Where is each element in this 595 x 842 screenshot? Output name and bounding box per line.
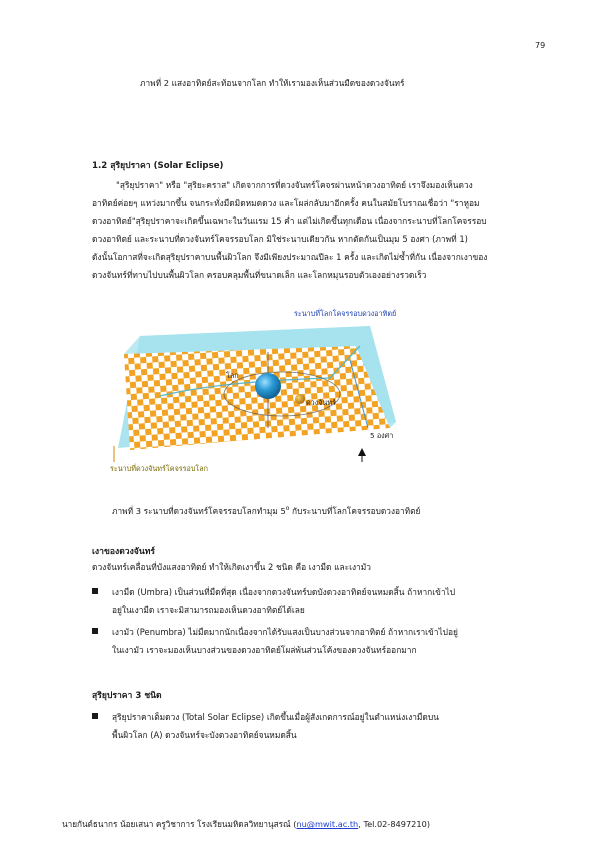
figure-3-caption-main: ภาพที่ 3 ระนาบที่ดวงจันทร์โคจรรอบโลกทำมุม 5 [112,506,286,516]
shadow-intro: ดวงจันทร์เคลื่อนที่บังแสงอาทิตย์ ทำให้เกิดเงาขึ้น 2 ชนิด คือ เงามืด และเงามัว [92,562,371,572]
paragraph-line: ดวงอาทิตย์ และระนาบที่ดวงจันทร์โคจรรอบโลก มิใช่ระนาบเดียวกัน หากตัดกันเป็นมุม 5 องศา (ภาพที่ 1) [92,234,468,244]
shadow-heading: เงาของดวงจันทร์ [92,547,155,557]
footer [62,818,430,831]
label-earth: โลก [226,371,239,380]
eclipse-type-item [92,708,552,744]
shadow-list-item [92,623,552,659]
figure-2-caption: ภาพที่ 2 แสงอาทิตย์สะท้อนจากโลก ทำให้เรามองเห็นส่วนมืดของดวงจันทร์ [140,78,405,88]
shadow-item-line: เงามัว (Penumbra) ไม่มืดมากนักเนื่องจากได้รับแสงเป็นบางส่วนจากอาทิตย์ ถ้าหากเราเข้าไปอยู่ [112,627,458,637]
paragraph-line: อาทิตย์ค่อยๆ แหว่งมากขึ้น จนกระทั่งมืดมิดหมดดวง และโผล่กลับมาอีกครั้ง คนในสมัยโบราณเชื่อว่า "ราหูอม [92,198,480,208]
shadow-item-line: เงามืด (Umbra) เป็นส่วนที่มืดที่สุด เนื่องจากดวงจันทร์บดบังดวงอาทิตย์จนหมดสิ้น ถ้าหากเข้าไป [112,587,456,597]
footer-email-link[interactable]: nu@mwit.ac.th [296,819,359,829]
eclipse-type-line: สุริยุปราคาเต็มดวง (Total Solar Eclipse) เกิดขึ้นเมื่อผู้สังเกตการณ์อยู่ในตำแหน่งเงามืดบน [112,712,439,722]
paragraph-line: ดวงอาทิตย์"สุริยุปราคาจะเกิดขึ้นเฉพาะในวันแรม 15 ค่ำ แต่ไม่เกิดขึ้นทุกเดือน เนื่องจากระนาบที่โลกโคจรรอบ [92,216,487,226]
bullet-square-icon [92,588,98,594]
paragraph-line: ดังนั้นโอกาสที่จะเกิดสุริยุปราคาบนพื้นผิวโลก จึงมีเพียงประมาณปีละ 1 ครั้ง และเกิดไม่ซ้ำที่กัน เนื่องจากเงาของ [92,252,488,262]
paragraph-line: ดวงจันทร์ที่ทาบไปบนพื้นผิวโลก ครอบคลุมพื้นที่ขนาดเล็ก และโลกหมุนรอบตัวเองอย่างรวดเร็ว [92,270,427,280]
eclipse-types-heading: สุริยุปราคา 3 ชนิด [92,691,162,701]
label-moon-orbit-plane: ระนาบที่ดวงจันทร์โคจรรอบโลก [110,464,209,473]
bullet-square-icon [92,713,98,719]
solar-eclipse-paragraph [92,176,548,284]
footer-author: นายกันต์ธนากร น้อยเสนา ครูวิชาการ โรงเรียนมหิดลวิทยานุสรณ์ ( [62,819,297,829]
footer-phone: , Tel.02-8497210) [358,819,431,829]
page-number: 79 [535,41,546,50]
label-moon: ดวงจันทร์ [306,398,336,407]
eclipse-type-line: พื้นผิวโลก (A) ดวงจันทร์จะบังดวงอาทิตย์จนหมดสิ้น [112,730,297,740]
label-earth-orbit-plane: ระนาบที่โลกโคจรรอบดวงอาทิตย์ [294,309,397,318]
figure-3-caption [112,504,420,518]
figure-3-caption-end: กับระนาบที่โลกโคจรรอบดวงอาทิตย์ [289,506,421,516]
shadow-list-item [92,583,552,619]
orbital-planes-illustration [100,300,460,490]
label-angle: 5 องศา [370,431,394,440]
earth-sphere [255,373,281,399]
moon-sphere [295,394,305,404]
paragraph-line: "สุริยุปราคา" หรือ "สุริยะคราส" เกิดจากการที่ดวงจันทร์โคจรผ่านหน้าดวงอาทิตย์ เราจึงมองเห็นดวง [116,180,473,190]
angle-arrow-icon [358,448,366,456]
bullet-square-icon [92,628,98,634]
degree-superscript: o [285,505,290,513]
section-heading: 1.2 สุริยุปราคา (Solar Eclipse) [92,161,224,171]
orbital-planes-diagram [100,300,460,490]
shadow-item-line: ในเงามัว เราจะมองเห็นบางส่วนของดวงอาทิตย์โผล่พ้นส่วนโค้งของดวงจันทร์ออกมาก [112,645,417,655]
shadow-item-line: อยู่ในเงามืด เราจะมิสามารถมองเห็นดวงอาทิตย์ได้เลย [112,605,305,615]
